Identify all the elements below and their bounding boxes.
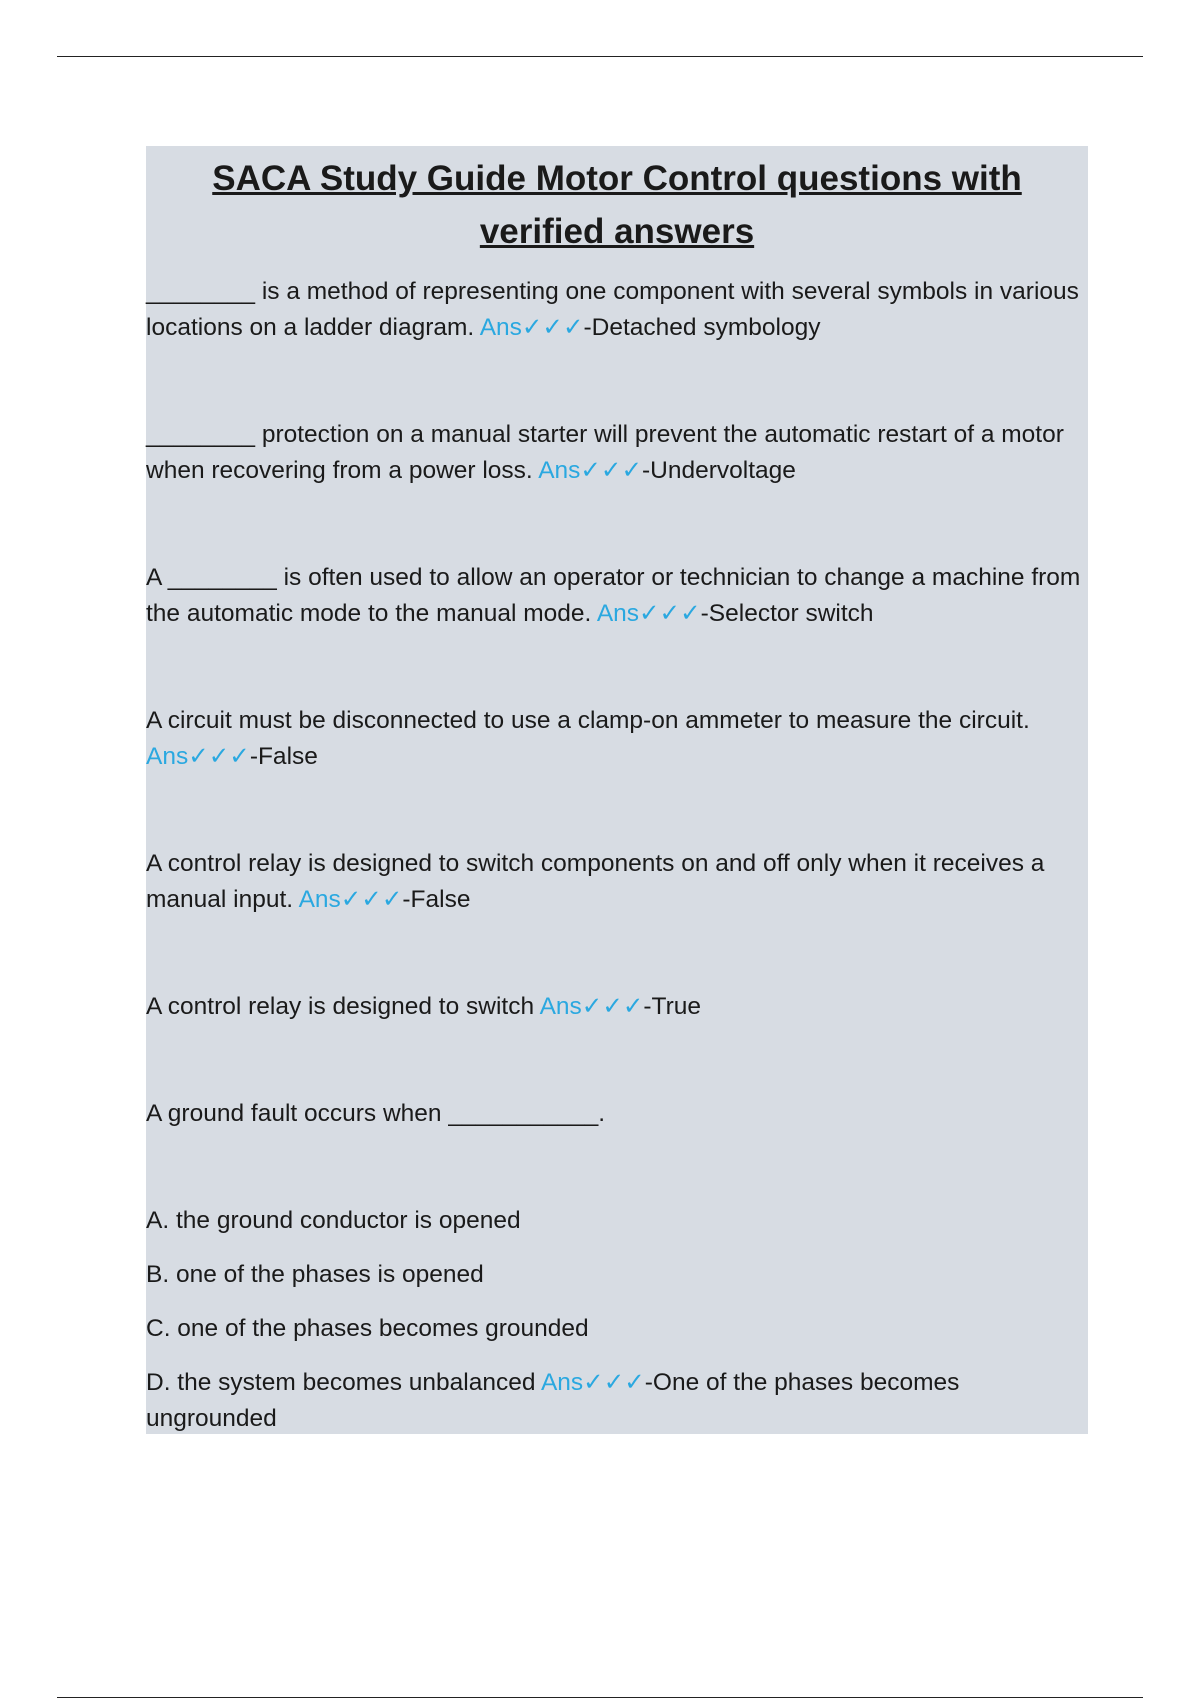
answer-text: -False — [402, 886, 471, 913]
answer-marker: Ans✓✓✓ — [539, 993, 644, 1020]
answer-text: -Detached symbology — [583, 314, 821, 341]
page-title — [170, 152, 1064, 258]
question-6 — [146, 989, 1088, 1025]
question-3 — [146, 560, 1088, 632]
answer-marker: Ans✓✓✓ — [540, 1369, 645, 1396]
answer-marker: Ans✓✓✓ — [298, 886, 403, 913]
option-b: B. one of the phases is opened — [146, 1261, 484, 1288]
question-2 — [146, 417, 1088, 489]
title-line-2: verified answers — [479, 212, 755, 251]
question-text: ________ is a method of representing one component with several symbols in various locations on a ladder diagram. — [146, 278, 1079, 341]
option-d — [146, 1365, 1088, 1437]
question-5 — [146, 846, 1088, 918]
question-text: A circuit must be disconnected to use a clamp-on ammeter to measure the circuit. — [146, 707, 1030, 734]
question-7 — [146, 1096, 1088, 1132]
answer-text: -Undervoltage — [642, 457, 796, 484]
option-text: D. the system becomes unbalanced — [146, 1369, 541, 1396]
option-c: C. one of the phases becomes grounded — [146, 1315, 589, 1342]
title-line-1: SACA Study Guide Motor Control questions with — [212, 159, 1022, 198]
document-body — [146, 146, 1088, 1434]
answer-text: -One of the phases becomes ungrounded — [146, 1369, 960, 1432]
answer-marker: Ans✓✓✓ — [538, 457, 642, 484]
question-text: A control relay is designed to switch — [146, 993, 540, 1020]
answer-marker: Ans✓✓✓ — [479, 314, 584, 341]
answer-options — [146, 1203, 1088, 1437]
question-text: A ________ is often used to allow an operator or technician to change a machine from the automatic mode to the manual mode. — [146, 564, 1081, 627]
question-text: ________ protection on a manual starter will prevent the automatic restart of a motor when recovering from a power loss. — [146, 421, 1064, 484]
question-list — [146, 274, 1088, 1437]
footer-rule — [57, 1697, 1143, 1698]
answer-text: -Selector switch — [700, 600, 874, 627]
option-a: A. the ground conductor is opened — [146, 1207, 521, 1234]
answer-text: -False — [249, 743, 318, 770]
question-text: A control relay is designed to switch components on and off only when it receives a manual input. — [146, 850, 1045, 913]
answer-marker: Ans✓✓✓ — [146, 743, 250, 770]
question-1 — [146, 274, 1088, 346]
question-4 — [146, 703, 1088, 775]
header-rule — [57, 56, 1143, 57]
answer-text: -True — [643, 993, 702, 1020]
question-text: A ground fault occurs when ___________. — [146, 1100, 606, 1127]
answer-marker: Ans✓✓✓ — [596, 600, 701, 627]
